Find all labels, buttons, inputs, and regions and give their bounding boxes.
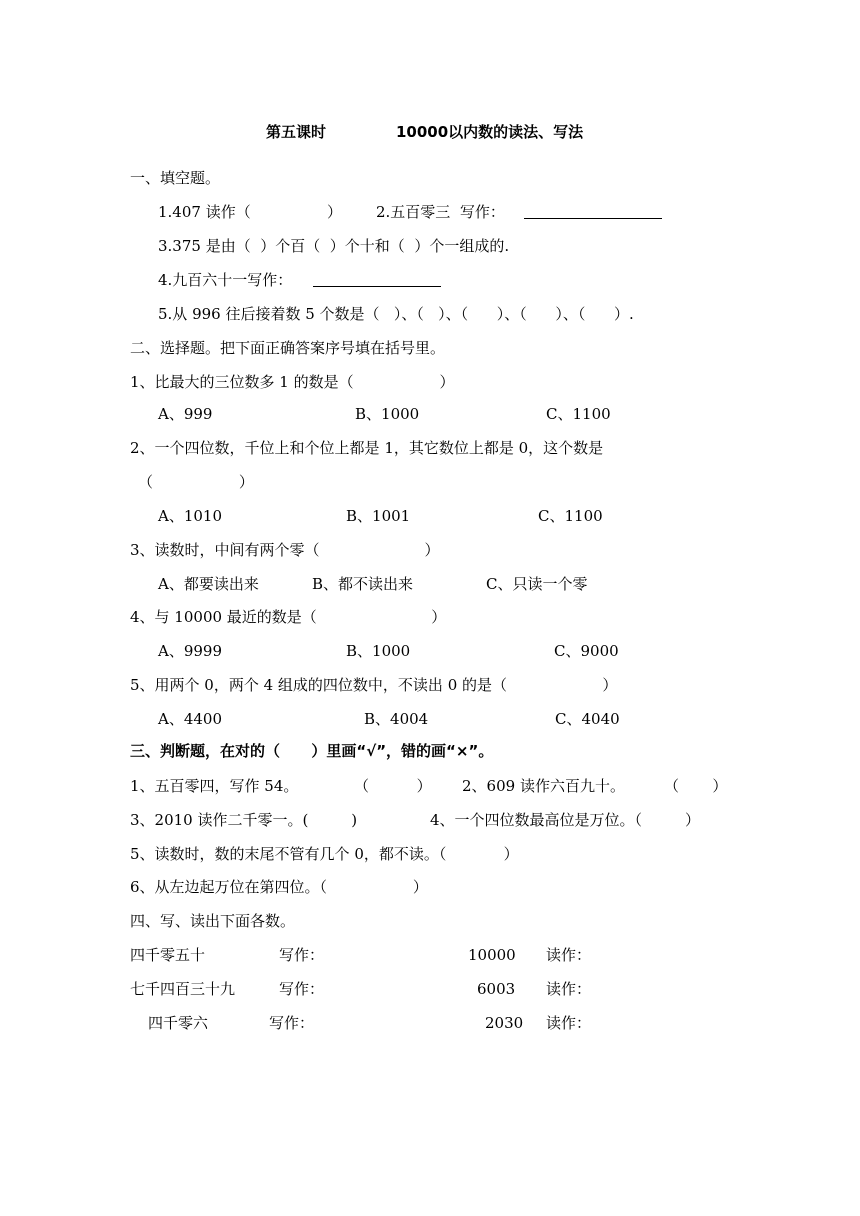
choice-1-option-a[interactable]: A、999 xyxy=(158,405,213,423)
fill-question-3: 3.375 是由（ ）个百（ ）个十和（ ）个一组成的. xyxy=(158,237,510,255)
lesson-title: 第五课时 xyxy=(266,123,327,141)
section2-heading: 二、选择题。把下面正确答案序号填在括号里。 xyxy=(130,339,446,357)
choice-5-option-a[interactable]: A、4400 xyxy=(158,710,223,728)
choice-3-option-b[interactable]: B、都不读出来 xyxy=(312,575,414,593)
choice-4-option-c[interactable]: C、9000 xyxy=(554,642,619,660)
choice-2-option-c[interactable]: C、1100 xyxy=(538,507,603,525)
answer-blank-q4[interactable] xyxy=(313,272,441,287)
judge-question-4: 4、一个四位数最高位是万位。（ ） xyxy=(430,811,700,829)
fill-question-5: 5.从 996 往后接着数 5 个数是（ ）、（ ）、（ ）、（ ）、（ ）. xyxy=(158,305,634,323)
choice-4-option-a[interactable]: A、9999 xyxy=(158,642,223,660)
number-word-3: 四千零六 xyxy=(148,1014,209,1032)
judge-question-6: 6、从左边起万位在第四位。（ ） xyxy=(130,878,428,896)
fill-question-1: 1.407 读作（ ） xyxy=(158,203,342,221)
choice-question-1: 1、比最大的三位数多 1 的数是（ ） xyxy=(130,373,455,391)
judge-bracket-2[interactable]: （ ） xyxy=(664,777,728,795)
judge-bracket-1[interactable]: （ ） xyxy=(354,777,432,795)
choice-2-option-a[interactable]: A、1010 xyxy=(158,507,223,525)
section1-heading: 一、填空题。 xyxy=(130,169,221,187)
read-label-1: 读作： xyxy=(546,946,592,964)
section4-heading: 四、写、读出下面各数。 xyxy=(130,912,296,930)
choice-question-5: 5、用两个 0，两个 4 组成的四位数中，不读出 0 的是（ ） xyxy=(130,676,618,694)
number-digits-2: 6003 xyxy=(477,980,516,998)
page-title: 10000以内数的读法、写法 xyxy=(396,123,584,141)
choice-question-2: 2、一个四位数，千位上和个位上都是 1，其它数位上都是 0，这个数是 xyxy=(130,439,604,457)
write-label-1: 写作： xyxy=(279,946,325,964)
answer-blank-q2[interactable] xyxy=(524,204,662,219)
number-word-1: 四千零五十 xyxy=(130,946,206,964)
choice-3-option-c[interactable]: C、只读一个零 xyxy=(486,575,588,593)
choice-3-option-a[interactable]: A、都要读出来 xyxy=(158,575,259,593)
choice-question-3: 3、读数时，中间有两个零（ ） xyxy=(130,541,440,559)
judge-question-1: 1、五百零四，写作 54。 xyxy=(130,777,299,795)
choice-5-option-b[interactable]: B、4004 xyxy=(364,710,429,728)
read-label-2: 读作： xyxy=(546,980,592,998)
write-label-3: 写作： xyxy=(269,1014,315,1032)
number-word-2: 七千四百三十九 xyxy=(130,980,236,998)
choice-question-2-bracket: （ ） xyxy=(138,473,254,491)
choice-1-option-c[interactable]: C、1100 xyxy=(546,405,611,423)
choice-5-option-c[interactable]: C、4040 xyxy=(555,710,620,728)
choice-2-option-b[interactable]: B、1001 xyxy=(346,507,411,525)
fill-question-2: 2.五百零三 写作： xyxy=(376,203,505,221)
choice-1-option-b[interactable]: B、1000 xyxy=(355,405,420,423)
section3-heading: 三、判断题，在对的（ ）里画“√”，错的画“×”。 xyxy=(130,742,494,760)
judge-question-5: 5、读数时，数的末尾不管有几个 0，都不读。（ ） xyxy=(130,845,519,863)
judge-question-3: 3、2010 读作二千零一。( ) xyxy=(130,811,358,829)
number-digits-3: 2030 xyxy=(485,1014,524,1032)
fill-question-4: 4.九百六十一写作： xyxy=(158,271,293,289)
choice-question-4: 4、与 10000 最近的数是（ ） xyxy=(130,608,447,626)
number-digits-1: 10000 xyxy=(468,946,516,964)
read-label-3: 读作： xyxy=(546,1014,592,1032)
judge-question-2: 2、609 读作六百九十。 xyxy=(462,777,625,795)
choice-4-option-b[interactable]: B、1000 xyxy=(346,642,411,660)
write-label-2: 写作： xyxy=(279,980,325,998)
